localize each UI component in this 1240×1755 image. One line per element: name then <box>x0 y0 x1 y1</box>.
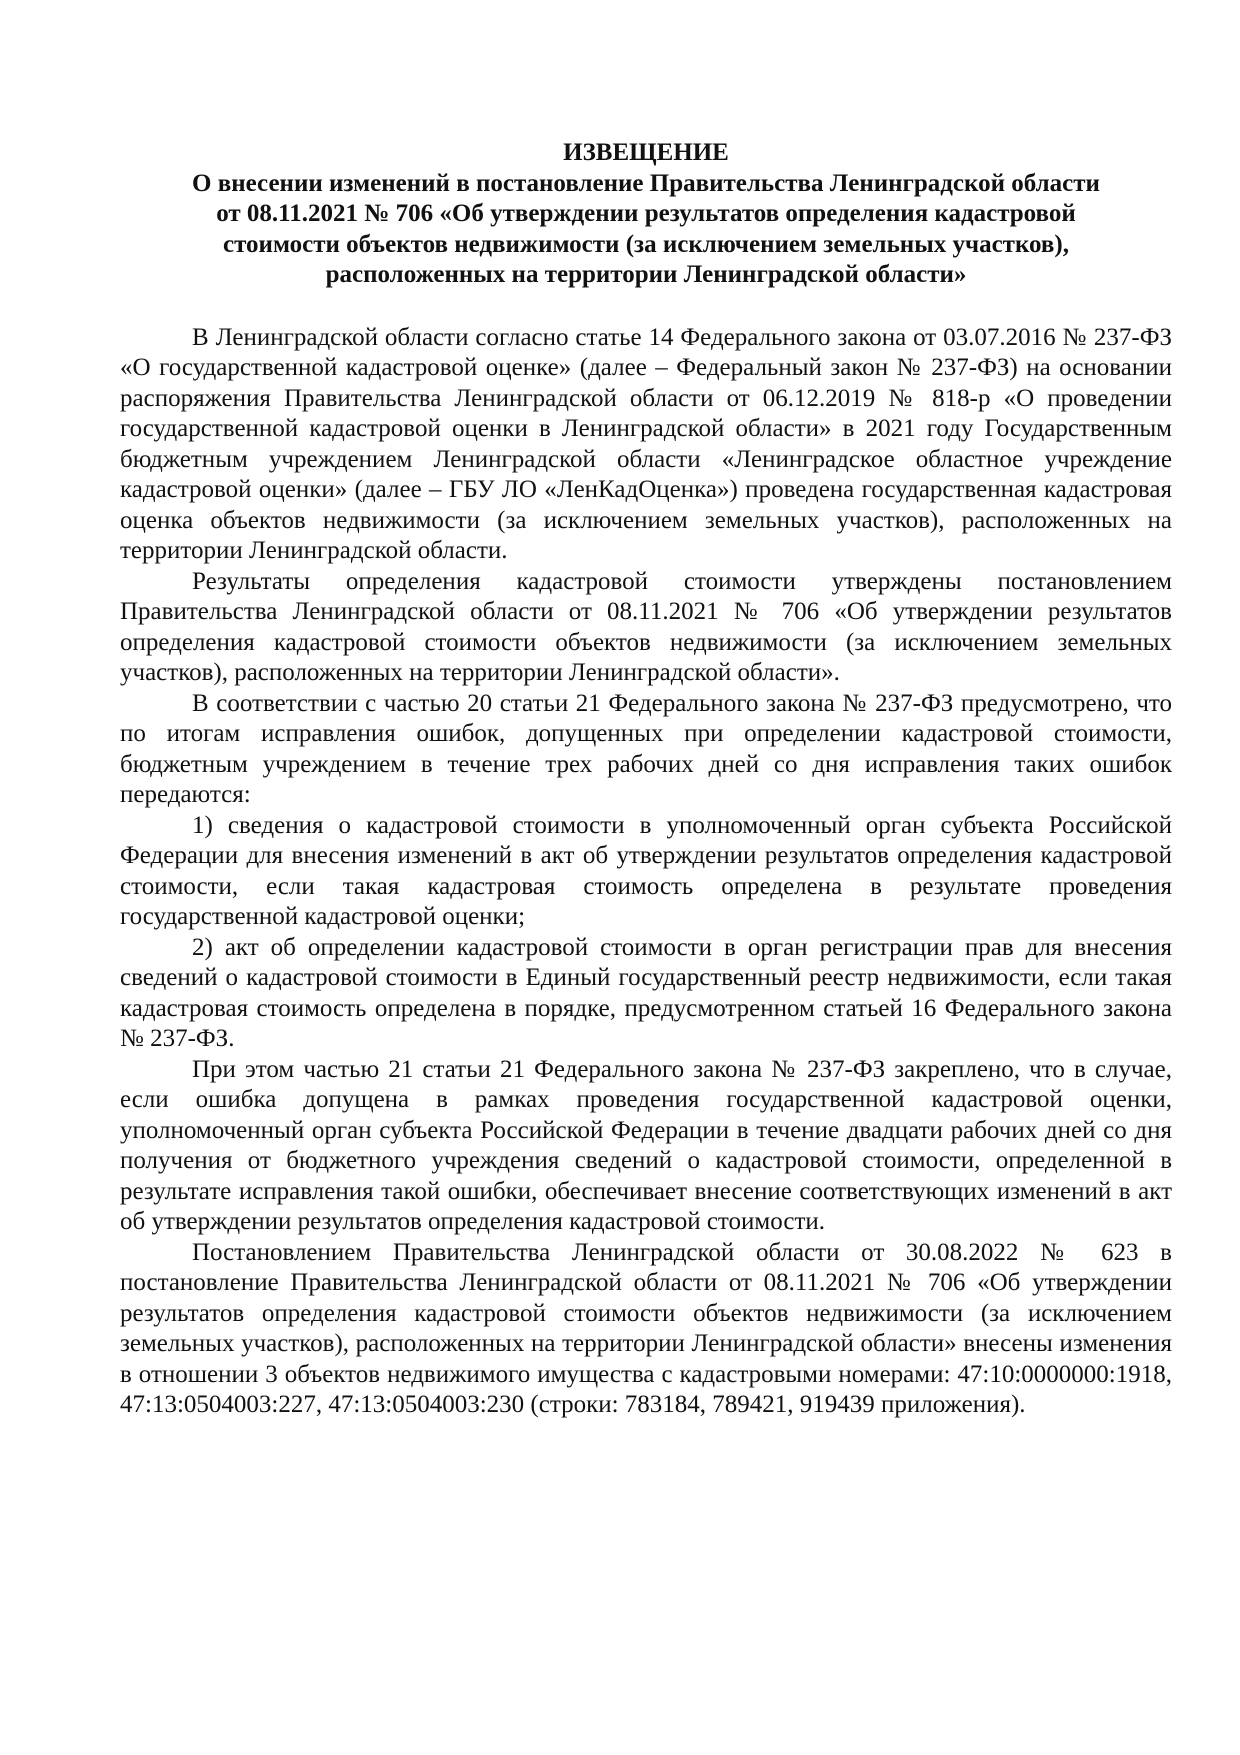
paragraph-error-correction: В соответствии с частью 20 статьи 21 Федерального закона № 237-ФЗ предусмотрено, что по итогам исправления ошибок, допущенных при определении кадастровой стоимости, бюджетным учреждением в течение трех рабочих дней со дня исправления таких ошибок передаются: <box>120 689 1172 808</box>
paragraph-part-21: При этом частью 21 статьи 21 Федерального закона № 237-ФЗ закреплено, что в случае, если ошибка допущена в рамках проведения государственной кадастровой оценки, уполномоченный орган субъекта Российской Федерации в течение двадцати рабочих дней со дня получения от бюджетного учреждения сведений о кадастровой стоимости, определенной в результате исправления такой ошибки, обеспечивает внесение соответствующих изменений в акт об утверждении результатов определения кадастровой стоимости. <box>120 1055 1172 1235</box>
notice-subtitle-line: от 08.11.2021 № 706 «Об утверждении результатов определения кадастровой <box>216 200 1076 227</box>
paragraph-legal-basis: В Ленинградской области согласно статье 14 Федерального закона от 03.07.2016 № 237-ФЗ «О государственной кадастровой оценке» (далее – Федеральный закон № 237-ФЗ) на основании распоряжения Правительства Ленинградской области от 06.12.2019 № 818-р «О проведении государственной кадастровой оценки в Ленинградской области» в 2021 году Государственным бюджетным учреждением Ленинградской области «Ленинградское областное учреждение кадастровой оценки» (далее – ГБУ ЛО «ЛенКадОценка») проведена государственная кадастровая оценка объектов недвижимости (за исключением земельных участков), расположенных на территории Ленинградской области. <box>120 323 1172 564</box>
notice-title: ИЗВЕЩЕНИЕ <box>563 139 729 166</box>
paragraph-results-approved: Результаты определения кадастровой стоимости утверждены постановлением Правительства Ленинградской области от 08.11.2021 № 706 «Об утверждении результатов определения кадастровой стоимости объектов недвижимости (за исключением земельных участков), расположенных на территории Ленинградской области». <box>120 567 1172 686</box>
paragraph-list-item-2: 2) акт об определении кадастровой стоимости в орган регистрации прав для внесения сведений о кадастровой стоимости в Единый государственный реестр недвижимости, если такая кадастровая стоимость определена в порядке, предусмотренном статьей 16 Федерального закона № 237-ФЗ. <box>120 933 1172 1052</box>
paragraph-amendments: Постановлением Правительства Ленинградской области от 30.08.2022 № 623 в постановление Правительства Ленинградской области от 08.11.2021 № 706 «Об утверждении результатов определения кадастровой стоимости объектов недвижимости (за исключением земельных участков), расположенных на территории Ленинградской области» внесены изменения в отношении 3 объектов недвижимого имущества с кадастровыми номерами: 47:10:0000000:1918, 47:13:0504003:227, 47:13:0504003:230 (строки: 783184, 789421, 919439 приложения). <box>120 1238 1172 1418</box>
notice-subtitle-line: стоимости объектов недвижимости (за исключением земельных участков), <box>223 230 1069 258</box>
notice-subtitle-line: О внесении изменений в постановление Правительства Ленинградской области <box>192 169 1100 197</box>
notice-subtitle-line: расположенных на территории Ленинградской области» <box>325 261 967 288</box>
notice-heading <box>120 138 1172 291</box>
notice-body <box>120 323 1172 1421</box>
paragraph-list-item-1: 1) сведения о кадастровой стоимости в уполномоченный орган субъекта Российской Федерации для внесения изменений в акт об утверждении результатов определения кадастровой стоимости, если такая кадастровая стоимость определена в результате проведения государственной кадастровой оценки; <box>120 811 1172 930</box>
document-content <box>120 138 1172 1421</box>
